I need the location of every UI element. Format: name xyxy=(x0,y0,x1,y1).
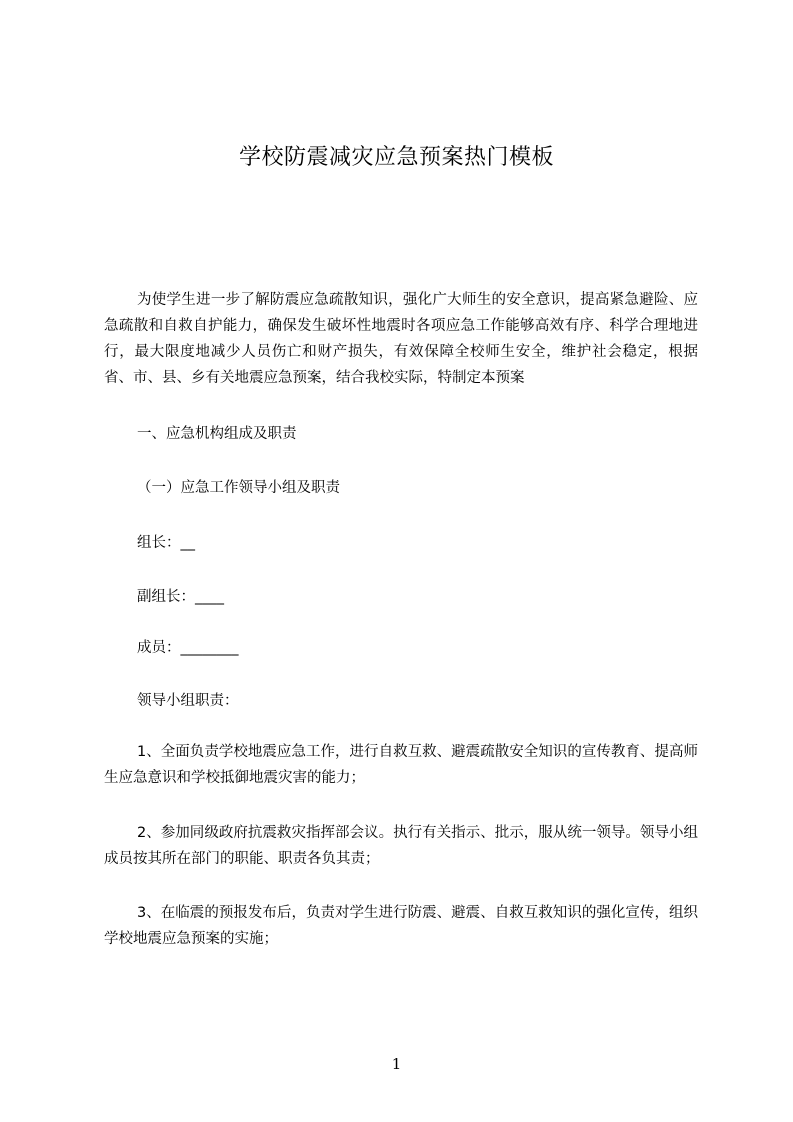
duty-item-3: 3、在临震的预报发布后，负责对学生进行防震、避震、自救互救知识的强化宣传，组织学校地震应急预案的实施； xyxy=(104,905,698,947)
duties-heading: 领导小组职责： xyxy=(137,693,239,709)
leader-line: 组长：__ xyxy=(137,535,195,551)
members-line: 成员：________ xyxy=(137,640,239,656)
subsection-heading: （一）应急工作领导小组及职责 xyxy=(137,480,340,496)
document-title: 学校防震减灾应急预案热门模板 xyxy=(238,145,554,170)
duty-item-1: 1、全面负责学校地震应急工作，进行自救互救、避震疏散安全知识的宣传教育、提高师生应急意识和学校抵御地震灾害的能力； xyxy=(104,744,698,786)
section-heading: 一、应急机构组成及职责 xyxy=(137,426,297,442)
deputy-leader-line: 副组长：____ xyxy=(137,589,224,605)
intro-paragraph: 为使学生进一步了解防震应急疏散知识，强化广大师生的安全意识，提高紧急避险、应急疏散和自救自护能力，确保发生破坏性地震时各项应急工作能够高效有序、科学合理地进行，最大限度地减少人员伤亡和财产损失，有效保障全校师生安全，维护社会稳定，根据省、市、县、乡有关地震应急预案，结合我校实际，特制定本预案 xyxy=(104,292,698,386)
duty-item-2: 2、参加同级政府抗震救灾指挥部会议。执行有关指示、批示，服从统一领导。领导小组成员按其所在部门的职能、职责各负其责； xyxy=(104,825,698,867)
page-number: 1 xyxy=(391,1055,402,1073)
